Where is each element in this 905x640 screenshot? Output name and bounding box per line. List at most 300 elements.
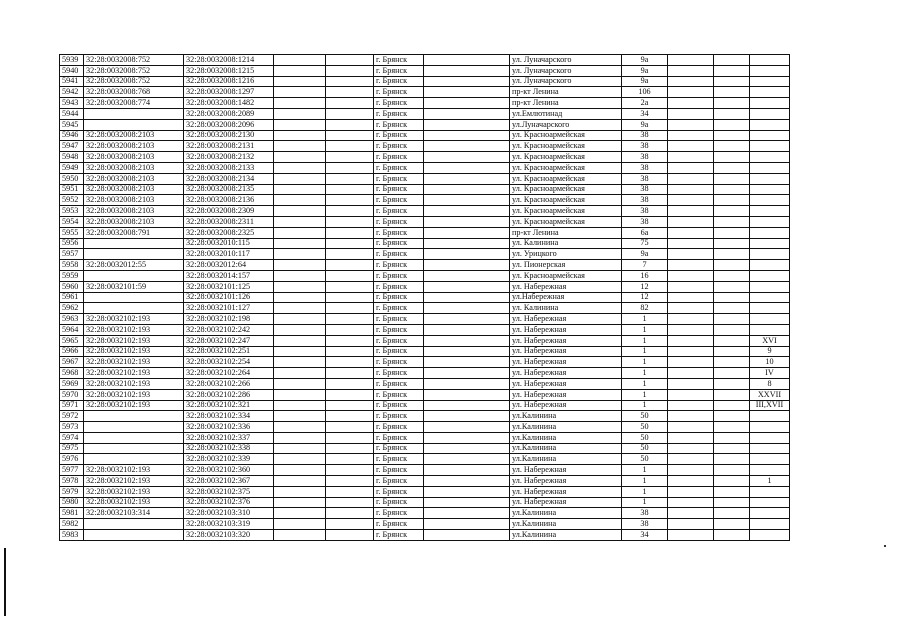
cadastral-number: 32:28:0032008:2096 — [184, 119, 274, 130]
street: ул. Набережная — [510, 368, 622, 379]
cell-empty-c — [424, 530, 510, 541]
table-row — [60, 454, 790, 465]
parent-cadastral-number: 32:28:0032102:193 — [84, 346, 184, 357]
room-number: 10 — [750, 357, 790, 368]
room-number — [750, 465, 790, 476]
cadastral-number: 32:28:0032008:1214 — [184, 55, 274, 66]
street: ул.Калинина — [510, 454, 622, 465]
street: пр-кт Ленина — [510, 87, 622, 98]
row-number: 5972 — [60, 411, 84, 422]
cell-empty-e — [714, 519, 750, 530]
cell-empty-c — [424, 411, 510, 422]
cell-empty-d — [668, 314, 714, 325]
room-number — [750, 130, 790, 141]
cadastral-number: 32:28:0032102:242 — [184, 324, 274, 335]
table-row — [60, 173, 790, 184]
cell-empty-e — [714, 443, 750, 454]
cell-empty-c — [424, 184, 510, 195]
room-number: 9 — [750, 346, 790, 357]
table-row — [60, 368, 790, 379]
row-number: 5981 — [60, 508, 84, 519]
city: г. Брянск — [374, 303, 424, 314]
cell-empty-b — [326, 238, 374, 249]
scan-speck — [884, 545, 886, 547]
street: ул. Красноармейская — [510, 206, 622, 217]
house-number: 7 — [622, 260, 668, 271]
table-row — [60, 195, 790, 206]
parent-cadastral-number: 32:28:0032008:2103 — [84, 216, 184, 227]
house-number: 38 — [622, 130, 668, 141]
cell-empty-c — [424, 270, 510, 281]
row-number: 5964 — [60, 324, 84, 335]
table-row — [60, 292, 790, 303]
cell-empty-d — [668, 141, 714, 152]
city: г. Брянск — [374, 195, 424, 206]
cadastral-number: 32:28:0032010:115 — [184, 238, 274, 249]
house-number: 9а — [622, 65, 668, 76]
cadastral-number: 32:28:0032102:321 — [184, 400, 274, 411]
cadastral-number: 32:28:0032102:334 — [184, 411, 274, 422]
cell-empty-a — [274, 87, 326, 98]
room-number — [750, 411, 790, 422]
row-number: 5965 — [60, 335, 84, 346]
parent-cadastral-number: 32:28:0032012:55 — [84, 260, 184, 271]
parent-cadastral-number: 32:28:0032008:2103 — [84, 162, 184, 173]
cell-empty-d — [668, 195, 714, 206]
house-number: 38 — [622, 216, 668, 227]
cell-empty-c — [424, 324, 510, 335]
house-number: 1 — [622, 389, 668, 400]
cell-empty-c — [424, 508, 510, 519]
cadastral-number: 32:28:0032008:1216 — [184, 76, 274, 87]
parent-cadastral-number — [84, 108, 184, 119]
cell-empty-c — [424, 55, 510, 66]
cell-empty-b — [326, 411, 374, 422]
row-number: 5946 — [60, 130, 84, 141]
cell-empty-c — [424, 238, 510, 249]
house-number: 38 — [622, 195, 668, 206]
cell-empty-e — [714, 324, 750, 335]
cell-empty-b — [326, 249, 374, 260]
row-number: 5976 — [60, 454, 84, 465]
cell-empty-c — [424, 119, 510, 130]
cell-empty-e — [714, 108, 750, 119]
parent-cadastral-number: 32:28:0032008:752 — [84, 65, 184, 76]
house-number: 1 — [622, 497, 668, 508]
cell-empty-b — [326, 76, 374, 87]
cell-empty-a — [274, 227, 326, 238]
table-row — [60, 432, 790, 443]
row-number: 5948 — [60, 152, 84, 163]
table-row — [60, 130, 790, 141]
parent-cadastral-number: 32:28:0032102:193 — [84, 368, 184, 379]
table-row — [60, 314, 790, 325]
cadastral-number: 32:28:0032008:2309 — [184, 206, 274, 217]
cell-empty-b — [326, 152, 374, 163]
street: ул. Красноармейская — [510, 216, 622, 227]
house-number: 38 — [622, 173, 668, 184]
cadastral-number: 32:28:0032103:319 — [184, 519, 274, 530]
cadastral-number: 32:28:0032102:375 — [184, 486, 274, 497]
row-number: 5939 — [60, 55, 84, 66]
street: ул. Луначарского — [510, 55, 622, 66]
table-row — [60, 335, 790, 346]
row-number: 5977 — [60, 465, 84, 476]
cell-empty-e — [714, 314, 750, 325]
street: ул. Набережная — [510, 378, 622, 389]
cell-empty-e — [714, 357, 750, 368]
parent-cadastral-number: 32:28:0032008:2103 — [84, 195, 184, 206]
table-body — [60, 55, 790, 541]
cell-empty-e — [714, 422, 750, 433]
cell-empty-b — [326, 195, 374, 206]
cell-empty-d — [668, 119, 714, 130]
table-row — [60, 260, 790, 271]
cadastral-number: 32:28:0032101:127 — [184, 303, 274, 314]
cell-empty-a — [274, 443, 326, 454]
cell-empty-b — [326, 292, 374, 303]
cell-empty-a — [274, 368, 326, 379]
room-number: XVI — [750, 335, 790, 346]
city: г. Брянск — [374, 260, 424, 271]
cadastral-number: 32:28:0032008:1297 — [184, 87, 274, 98]
parent-cadastral-number: 32:28:0032102:193 — [84, 465, 184, 476]
cell-empty-e — [714, 335, 750, 346]
cell-empty-d — [668, 87, 714, 98]
cell-empty-e — [714, 55, 750, 66]
cell-empty-b — [326, 87, 374, 98]
house-number: 106 — [622, 87, 668, 98]
cell-empty-d — [668, 292, 714, 303]
cell-empty-e — [714, 65, 750, 76]
cell-empty-c — [424, 357, 510, 368]
room-number: III,XVII — [750, 400, 790, 411]
table-row — [60, 303, 790, 314]
cell-empty-e — [714, 238, 750, 249]
city: г. Брянск — [374, 173, 424, 184]
house-number: 1 — [622, 324, 668, 335]
cadastral-number: 32:28:0032008:1482 — [184, 98, 274, 109]
street: ул. Набережная — [510, 281, 622, 292]
cadastral-number: 32:28:0032102:286 — [184, 389, 274, 400]
cell-empty-b — [326, 314, 374, 325]
city: г. Брянск — [374, 141, 424, 152]
city: г. Брянск — [374, 324, 424, 335]
cadastral-number: 32:28:0032010:117 — [184, 249, 274, 260]
cell-empty-c — [424, 98, 510, 109]
street: ул. Набережная — [510, 465, 622, 476]
cell-empty-b — [326, 216, 374, 227]
row-number: 5968 — [60, 368, 84, 379]
row-number: 5949 — [60, 162, 84, 173]
cell-empty-b — [326, 141, 374, 152]
cell-empty-a — [274, 98, 326, 109]
house-number: 38 — [622, 184, 668, 195]
cell-empty-d — [668, 303, 714, 314]
cell-empty-d — [668, 108, 714, 119]
room-number — [750, 87, 790, 98]
city: г. Брянск — [374, 486, 424, 497]
cell-empty-e — [714, 260, 750, 271]
cell-empty-d — [668, 281, 714, 292]
cell-empty-e — [714, 216, 750, 227]
cell-empty-d — [668, 206, 714, 217]
row-number: 5941 — [60, 76, 84, 87]
row-number: 5940 — [60, 65, 84, 76]
house-number: 6а — [622, 227, 668, 238]
city: г. Брянск — [374, 465, 424, 476]
cell-empty-e — [714, 249, 750, 260]
street: ул. Набережная — [510, 497, 622, 508]
parent-cadastral-number — [84, 119, 184, 130]
room-number — [750, 98, 790, 109]
row-number: 5953 — [60, 206, 84, 217]
parent-cadastral-number — [84, 249, 184, 260]
cell-empty-a — [274, 465, 326, 476]
table-row — [60, 119, 790, 130]
cell-empty-d — [668, 389, 714, 400]
cell-empty-b — [326, 368, 374, 379]
cell-empty-a — [274, 357, 326, 368]
city: г. Брянск — [374, 508, 424, 519]
parent-cadastral-number: 32:28:0032008:2103 — [84, 130, 184, 141]
house-number: 34 — [622, 108, 668, 119]
house-number: 12 — [622, 281, 668, 292]
cell-empty-c — [424, 206, 510, 217]
cell-empty-a — [274, 476, 326, 487]
city: г. Брянск — [374, 530, 424, 541]
house-number: 1 — [622, 378, 668, 389]
city: г. Брянск — [374, 314, 424, 325]
row-number: 5967 — [60, 357, 84, 368]
cadastral-number: 32:28:0032102:376 — [184, 497, 274, 508]
cell-empty-b — [326, 400, 374, 411]
cell-empty-b — [326, 173, 374, 184]
cell-empty-a — [274, 184, 326, 195]
room-number — [750, 497, 790, 508]
cadastral-number: 32:28:0032008:2089 — [184, 108, 274, 119]
cell-empty-a — [274, 65, 326, 76]
row-number: 5980 — [60, 497, 84, 508]
parent-cadastral-number: 32:28:0032102:193 — [84, 314, 184, 325]
cell-empty-e — [714, 368, 750, 379]
cell-empty-a — [274, 216, 326, 227]
cadastral-number: 32:28:0032102:367 — [184, 476, 274, 487]
table-row — [60, 357, 790, 368]
row-number: 5969 — [60, 378, 84, 389]
house-number: 9а — [622, 55, 668, 66]
city: г. Брянск — [374, 400, 424, 411]
cell-empty-c — [424, 378, 510, 389]
row-number: 5973 — [60, 422, 84, 433]
cell-empty-d — [668, 55, 714, 66]
table-row — [60, 184, 790, 195]
cell-empty-b — [326, 508, 374, 519]
cell-empty-d — [668, 530, 714, 541]
cadastral-number: 32:28:0032008:2130 — [184, 130, 274, 141]
street: ул.Калинина — [510, 530, 622, 541]
cell-empty-c — [424, 314, 510, 325]
cadastral-number: 32:28:0032102:247 — [184, 335, 274, 346]
row-number: 5960 — [60, 281, 84, 292]
parent-cadastral-number: 32:28:0032102:193 — [84, 324, 184, 335]
street: ул. Луначарского — [510, 76, 622, 87]
parent-cadastral-number: 32:28:0032008:2103 — [84, 141, 184, 152]
cell-empty-a — [274, 346, 326, 357]
room-number — [750, 152, 790, 163]
table-row — [60, 152, 790, 163]
registry-table — [59, 54, 790, 541]
parent-cadastral-number — [84, 238, 184, 249]
cell-empty-d — [668, 378, 714, 389]
cell-empty-c — [424, 389, 510, 400]
row-number: 5958 — [60, 260, 84, 271]
parent-cadastral-number — [84, 530, 184, 541]
street: ул. Пионерская — [510, 260, 622, 271]
cell-empty-d — [668, 76, 714, 87]
cell-empty-c — [424, 260, 510, 271]
cadastral-number: 32:28:0032008:1215 — [184, 65, 274, 76]
city: г. Брянск — [374, 497, 424, 508]
cell-empty-b — [326, 486, 374, 497]
house-number: 16 — [622, 270, 668, 281]
cell-empty-a — [274, 162, 326, 173]
cell-empty-d — [668, 346, 714, 357]
table-row — [60, 108, 790, 119]
room-number — [750, 486, 790, 497]
cell-empty-a — [274, 324, 326, 335]
cell-empty-a — [274, 206, 326, 217]
cell-empty-a — [274, 497, 326, 508]
cell-empty-e — [714, 173, 750, 184]
cell-empty-d — [668, 260, 714, 271]
cell-empty-c — [424, 76, 510, 87]
street: ул. Урицкого — [510, 249, 622, 260]
city: г. Брянск — [374, 389, 424, 400]
cell-empty-d — [668, 422, 714, 433]
cell-empty-a — [274, 281, 326, 292]
city: г. Брянск — [374, 476, 424, 487]
room-number — [750, 173, 790, 184]
parent-cadastral-number: 32:28:0032008:2103 — [84, 173, 184, 184]
city: г. Брянск — [374, 357, 424, 368]
cell-empty-c — [424, 173, 510, 184]
parent-cadastral-number — [84, 270, 184, 281]
cell-empty-b — [326, 206, 374, 217]
house-number: 34 — [622, 530, 668, 541]
cell-empty-e — [714, 303, 750, 314]
table-row — [60, 249, 790, 260]
cell-empty-a — [274, 152, 326, 163]
parent-cadastral-number: 32:28:0032008:2103 — [84, 184, 184, 195]
room-number — [750, 422, 790, 433]
cell-empty-a — [274, 173, 326, 184]
street: пр-кт Ленина — [510, 227, 622, 238]
parent-cadastral-number — [84, 411, 184, 422]
row-number: 5979 — [60, 486, 84, 497]
street: ул.Калинина — [510, 508, 622, 519]
cadastral-number: 32:28:0032008:2133 — [184, 162, 274, 173]
street: ул. Красноармейская — [510, 162, 622, 173]
city: г. Брянск — [374, 76, 424, 87]
cell-empty-c — [424, 292, 510, 303]
row-number: 5961 — [60, 292, 84, 303]
cell-empty-d — [668, 173, 714, 184]
street: ул. Красноармейская — [510, 130, 622, 141]
street: ул. Набережная — [510, 400, 622, 411]
room-number — [750, 195, 790, 206]
cell-empty-a — [274, 432, 326, 443]
city: г. Брянск — [374, 432, 424, 443]
table-row — [60, 55, 790, 66]
cell-empty-d — [668, 497, 714, 508]
table-row — [60, 216, 790, 227]
cell-empty-b — [326, 162, 374, 173]
table-row — [60, 378, 790, 389]
cell-empty-d — [668, 130, 714, 141]
row-number: 5959 — [60, 270, 84, 281]
cell-empty-a — [274, 55, 326, 66]
cell-empty-c — [424, 335, 510, 346]
street: ул. Красноармейская — [510, 184, 622, 195]
cell-empty-c — [424, 432, 510, 443]
room-number — [750, 432, 790, 443]
cell-empty-d — [668, 400, 714, 411]
street: ул. Набережная — [510, 357, 622, 368]
row-number: 5970 — [60, 389, 84, 400]
room-number: XXVII — [750, 389, 790, 400]
table-row — [60, 76, 790, 87]
table-row — [60, 530, 790, 541]
city: г. Брянск — [374, 65, 424, 76]
cadastral-number: 32:28:0032008:2135 — [184, 184, 274, 195]
room-number — [750, 141, 790, 152]
cadastral-number: 32:28:0032008:2132 — [184, 152, 274, 163]
house-number: 1 — [622, 486, 668, 497]
street: ул. Красноармейская — [510, 141, 622, 152]
parent-cadastral-number: 32:28:0032008:2103 — [84, 152, 184, 163]
street: ул.Калинина — [510, 519, 622, 530]
house-number: 1 — [622, 368, 668, 379]
street: пр-кт Ленина — [510, 98, 622, 109]
cell-empty-e — [714, 389, 750, 400]
city: г. Брянск — [374, 411, 424, 422]
row-number: 5983 — [60, 530, 84, 541]
city: г. Брянск — [374, 368, 424, 379]
cell-empty-c — [424, 303, 510, 314]
cell-empty-d — [668, 508, 714, 519]
cell-empty-a — [274, 76, 326, 87]
row-number: 5944 — [60, 108, 84, 119]
row-number: 5955 — [60, 227, 84, 238]
house-number: 75 — [622, 238, 668, 249]
cell-empty-c — [424, 281, 510, 292]
street: ул. Набережная — [510, 346, 622, 357]
house-number: 1 — [622, 476, 668, 487]
parent-cadastral-number: 32:28:0032102:193 — [84, 486, 184, 497]
cell-empty-e — [714, 119, 750, 130]
row-number: 5974 — [60, 432, 84, 443]
cell-empty-d — [668, 335, 714, 346]
street: ул. Набережная — [510, 389, 622, 400]
row-number: 5971 — [60, 400, 84, 411]
cell-empty-b — [326, 324, 374, 335]
cell-empty-c — [424, 400, 510, 411]
table-row — [60, 519, 790, 530]
table-row — [60, 238, 790, 249]
cell-empty-c — [424, 497, 510, 508]
cell-empty-a — [274, 400, 326, 411]
